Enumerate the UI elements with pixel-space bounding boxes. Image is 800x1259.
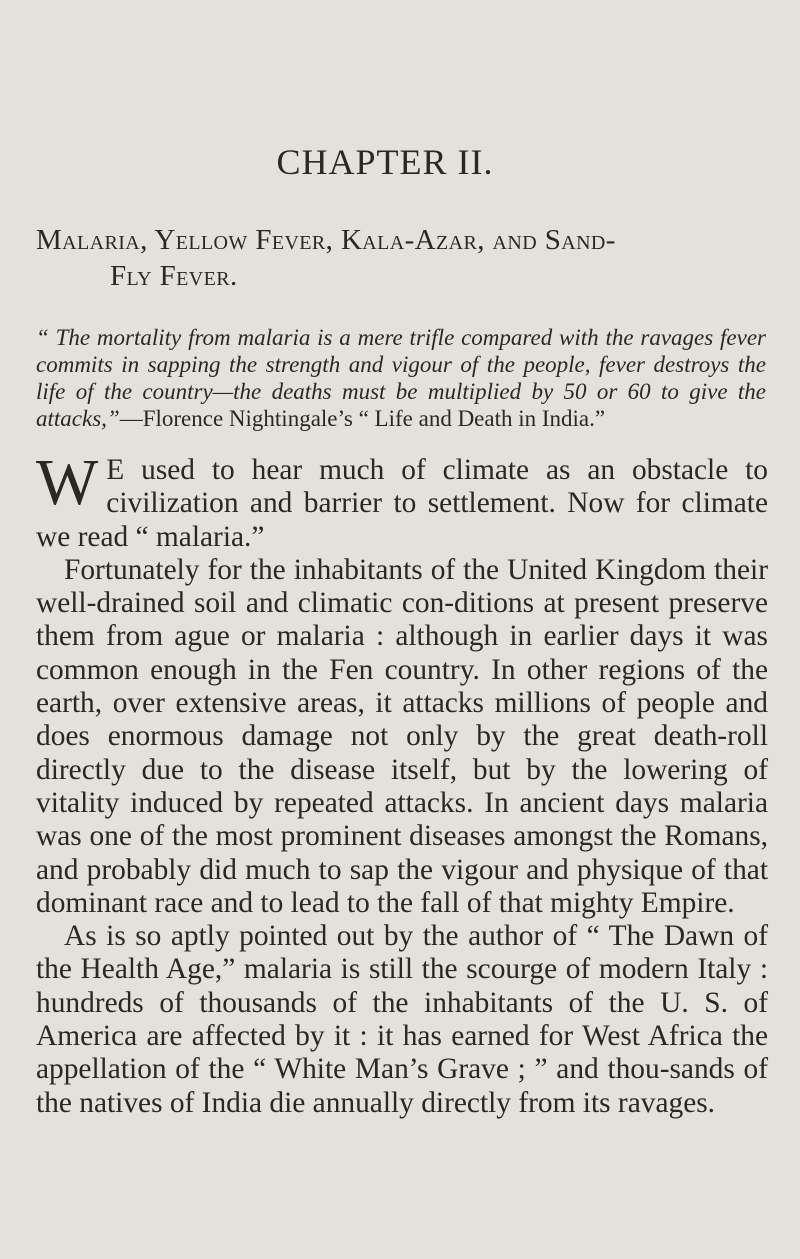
paragraph-1-text: E used to hear much of climate as an obstacle to civilization and barrier to settlement. Now for climate we read “ malaria.” bbox=[36, 454, 768, 553]
chapter-heading: CHAPTER II. bbox=[276, 142, 494, 182]
epigraph bbox=[36, 324, 766, 432]
paragraph-2: Fortunately for the inhabitants of the United Kingdom their well-drained soil and climatic con-ditions at present preserve them from ague or malaria : although in earlier days it was common enough in the Fen country. In other regions of the earth, over extensive areas, it attacks millions of people and does enormous damage not only by the great death-roll directly due to the disease itself, but by the lowering of vitality induced by repeated attacks. In ancient days malaria was one of the most prominent diseases amongst the Romans, and probably did much to sap the vigour and physique of that dominant race and to lead to the fall of that mighty Empire. bbox=[36, 553, 768, 919]
paragraph-3: As is so aptly pointed out by the author of “ The Dawn of the Health Age,” malaria is still the scourge of modern Italy : hundreds of thousands of the inhabitants of the U. S. of America are affected by it : it has earned for West Africa the appellation of the “ White Man’s Grave ; ” and thou-sands of the natives of India die annually directly from its ravages. bbox=[36, 920, 768, 1119]
epigraph-quote: “ The mortality from malaria is a mere trifle compared with the ravages fever commits in sapping the strength and vigour of the people, fever destroys the life of the country—the deaths must be multiplied by 50 or 60 to give the attacks,” bbox=[36, 325, 766, 431]
chapter-title-line-2: Fly Fever. bbox=[110, 260, 238, 292]
drop-cap: W bbox=[36, 446, 99, 519]
chapter-title bbox=[36, 222, 766, 294]
paragraph-1 bbox=[36, 446, 768, 554]
epigraph-attribution: —Florence Nightingale’s “ Life and Death in India.” bbox=[119, 406, 606, 431]
body-text bbox=[36, 446, 768, 1120]
chapter-title-line-1: Malaria, Yellow Fever, Kala-Azar, and Sand- bbox=[36, 224, 616, 256]
